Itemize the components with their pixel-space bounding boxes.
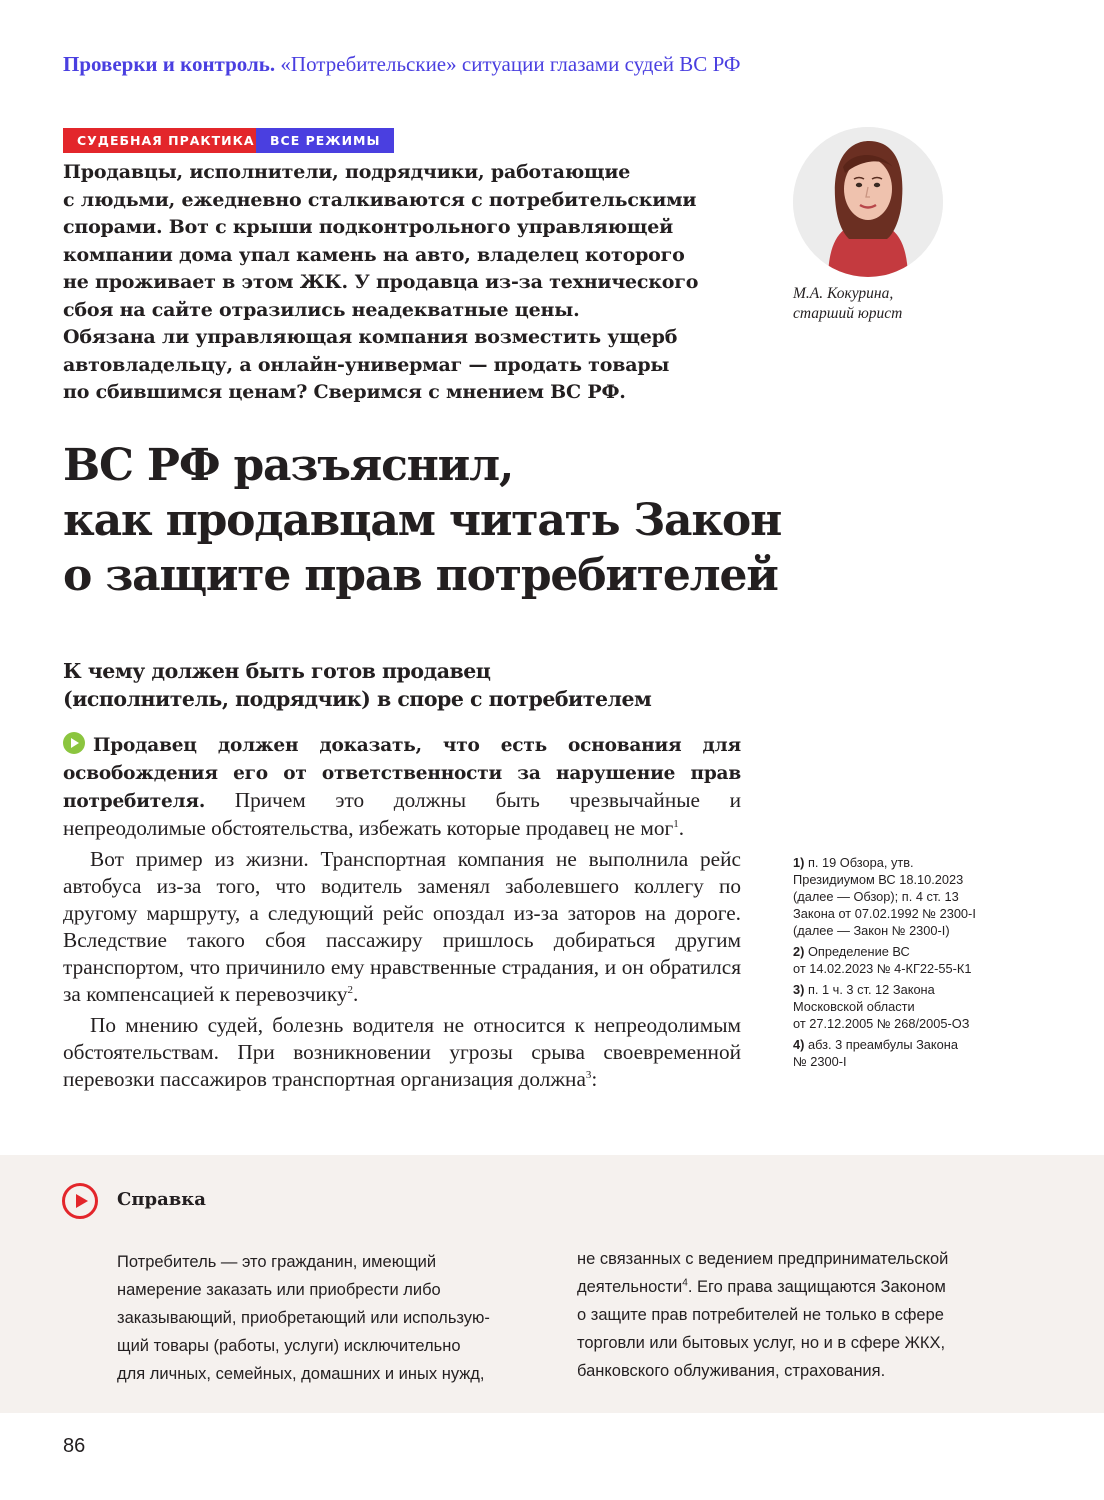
body-paragraph-1 — [63, 731, 741, 842]
tag-all-regimes: ВСЕ РЕЖИМЫ — [256, 128, 394, 153]
author-caption — [793, 284, 902, 324]
body-key-statement: Продавец должен доказать, что есть основания для освобождения его от ответственности за нарушение прав потребителя. — [63, 735, 741, 812]
page-number: 86 — [63, 1435, 86, 1457]
footnote-text: Определение ВС — [804, 944, 910, 959]
play-circle-icon — [62, 1183, 98, 1219]
reference-line: для личных, семейных, домашних и иных нужд, — [117, 1365, 485, 1383]
footnote-number: 2) — [793, 944, 805, 959]
footnote-text: п. 19 Обзора, утв. — [804, 855, 914, 870]
article-title — [63, 438, 963, 603]
lead-line: Обязана ли управляющая компания возместить ущерб — [63, 326, 678, 348]
section-heading-line: К чему должен быть готов продавец — [63, 659, 491, 683]
footnote-ref-2: 2 — [347, 983, 354, 996]
lead-line: сбоя на сайте отразились неадекватные цены. — [63, 298, 580, 321]
reference-column-left — [117, 1248, 542, 1388]
footnote-text: Президиумом ВС 18.10.2023 — [793, 872, 964, 887]
punct: : — [591, 1067, 598, 1091]
section-heading — [63, 657, 783, 713]
lead-line: автовладельцу, а онлайн-универмаг — продать товары — [63, 353, 670, 376]
header-section: Проверки и контроль. — [63, 52, 276, 76]
author-portrait-image — [793, 127, 943, 277]
article-body — [63, 731, 741, 1093]
reference-line: Потребитель — это гражданин, имеющий — [117, 1253, 437, 1271]
footnote-text: (далее — Обзор); п. 4 ст. 13 — [793, 889, 959, 904]
author-photo — [793, 127, 943, 277]
lead-line: с людьми, ежедневно сталкиваются с потребительскими — [63, 188, 697, 211]
title-line: как продавцам читать Закон — [63, 495, 782, 546]
footnote-2 — [793, 943, 993, 977]
title-line: ВС РФ разъяснил, — [63, 440, 514, 491]
footnote-ref-1: 1 — [673, 817, 679, 830]
reference-title: Справка — [117, 1189, 206, 1210]
tag-court-practice: СУДЕБНАЯ ПРАКТИКА — [63, 128, 269, 153]
running-header — [63, 52, 740, 77]
footnote-text: Московской области — [793, 999, 915, 1014]
lead-line: компании дома упал камень на авто, владелец которого — [63, 243, 685, 266]
reference-line: щий товары (работы, услуги) исключительно — [117, 1337, 461, 1355]
footnote-text: № 2300-I — [793, 1054, 847, 1069]
author-name: М.А. Кокурина, — [793, 285, 894, 302]
reference-line: торговли или бытовых услуг, но и в сфере ЖКХ, — [577, 1334, 946, 1352]
footnote-text: Закона от 07.02.1992 № 2300-I — [793, 906, 976, 921]
reference-line: не связанных с ведением предпринимательской — [577, 1250, 949, 1268]
footnote-text: от 27.12.2005 № 268/2005-ОЗ — [793, 1016, 970, 1031]
footnote-ref-3: 3 — [585, 1068, 592, 1081]
reference-column-right — [577, 1245, 1007, 1385]
footnote-ref-4: 4 — [682, 1277, 688, 1289]
footnote-4 — [793, 1036, 993, 1070]
punct: . — [678, 816, 685, 840]
reference-line: банковского облуживания, страхования. — [577, 1362, 886, 1380]
lead-line: Продавцы, исполнители, подрядчики, работающие — [63, 161, 631, 183]
reference-line: намерение заказать или приобрести либо — [117, 1281, 441, 1299]
footnote-text: абз. 3 преамбулы Закона — [804, 1037, 958, 1052]
author-position: старший юрист — [793, 305, 903, 322]
play-bullet-icon — [63, 732, 85, 754]
body-text: Вот пример из жизни. Транспортная компания не выполнила рейс автобуса из-за того, что водитель заменял заболевшего коллегу по другому маршруту, а следующий рейс опоздал из-за заторов на дороге. Вследствие такого сбоя пассажиру пришлось добираться другим транспортом, что причинило ему нравственные страдания, и он обратился за компенсацией к перевозчику — [63, 847, 741, 1006]
footnotes — [793, 854, 993, 1074]
reference-line — [577, 1273, 1007, 1301]
reference-text: деятельности — [577, 1278, 683, 1296]
footnote-number: 1) — [793, 855, 805, 870]
body-paragraph-3 — [63, 1012, 741, 1093]
body-text: По мнению судей, болезнь водителя не относится к непреодолимым обстоятельствам. При возникновении угрозы срыва своевременной перевозки пассажиров транспортная организация должна — [63, 1013, 741, 1091]
lead-paragraph — [63, 159, 753, 407]
lead-line: спорами. Вот с крыши подконтрольного управляющей — [63, 216, 674, 238]
title-line: о защите прав потребителей — [63, 550, 778, 601]
reference-box — [0, 1155, 1104, 1413]
footnote-1 — [793, 854, 993, 939]
header-subtitle: «Потребительские» ситуации глазами судей ВС РФ — [280, 52, 741, 76]
section-heading-line: (исполнитель, подрядчик) в споре с потребителем — [63, 687, 652, 711]
lead-line: по сбившимся ценам? Сверимся с мнением ВС РФ. — [63, 381, 626, 403]
reference-line: заказывающий, приобретающий или использую- — [117, 1309, 490, 1327]
reference-text: . Его права защищаются Законом — [687, 1278, 946, 1296]
footnote-number: 4) — [793, 1037, 805, 1052]
footnote-3 — [793, 981, 993, 1032]
footnote-number: 3) — [793, 982, 805, 997]
body-text: Причем это должны быть чрезвычайные и непреодолимые обстоятельства, избежать которые продавец не мог — [63, 788, 741, 840]
reference-line: о защите прав потребителей не только в сфере — [577, 1306, 944, 1324]
footnote-text: (далее — Закон № 2300-I) — [793, 923, 950, 938]
punct: . — [353, 982, 359, 1006]
body-paragraph-2 — [63, 846, 741, 1008]
footnote-text: п. 1 ч. 3 ст. 12 Закона — [804, 982, 935, 997]
footnote-text: от 14.02.2023 № 4-КГ22-55-К1 — [793, 961, 972, 976]
lead-line: не проживает в этом ЖК. У продавца из-за технического — [63, 271, 699, 293]
